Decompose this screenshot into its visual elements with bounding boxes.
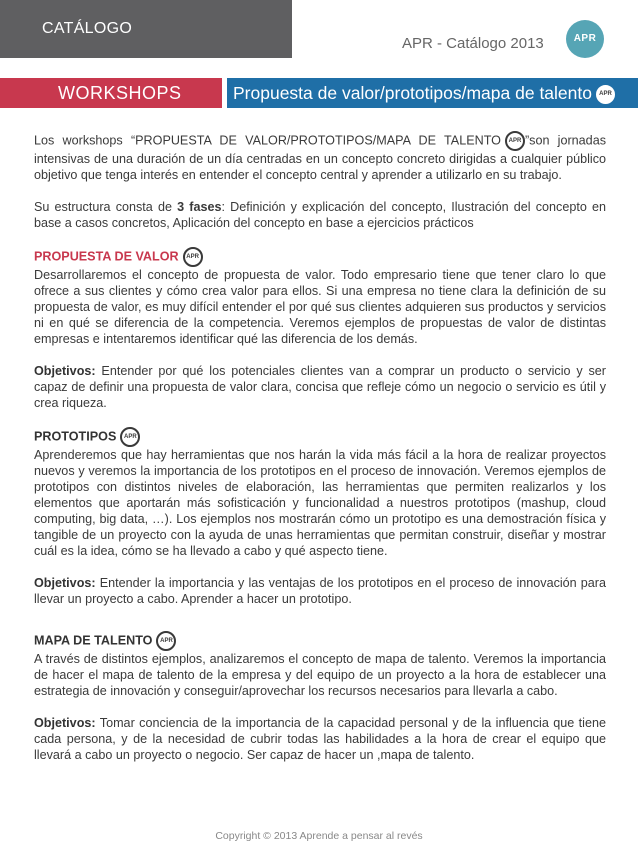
section-title-text: MAPA DE TALENTO — [34, 633, 153, 648]
structure-phases: 3 fases — [177, 200, 222, 214]
topic-title: Propuesta de valor/prototipos/mapa de talento — [233, 83, 592, 103]
section-text-prototipos: Aprenderemos que hay herramientas que nos harán la vida más fácil a la hora de realizar proyectos nuevos y veremos la importancia de los prototipos en el proceso de innovación. Veremos ejemplos de prototipos con distintos niveles de elaboración, las herramientas que permiten realizarlos y los elementos que aportarán más sofisticación y funcionalidad a nuestros prototipos (mashup, cloud computing, big data, …). Los ejemplos nos mostrarán cómo un prototipo es una demostración física y tangible de un proyecto con la ayuda de unas herramientas que permitan construir, diseñar y mostrar cuál es la idea, cómo se ha llevado a cabo y qué aspecto tiene. — [34, 448, 606, 558]
section-text-mapa: A través de distintos ejemplos, analizaremos el concepto de mapa de talento. Veremos la importancia de hacer el mapa de talento de la empresa y del equipo de un proyecto a la hora de establecer una estrategia de innovación y conseguir/aprovechar los recursos necesarios para llevarla a cabo. — [34, 652, 606, 698]
intro-text-end: ”son jornadas intensivas de una duración de un día centradas en un concepto concreto dirigidas a cualquier público objetivo que tenga interés en entender el concepto central y aprender a utilizarlo en su trabajo. — [34, 133, 606, 182]
workshops-label: WORKSHOPS — [58, 83, 182, 103]
section-title-prototipos — [34, 427, 606, 447]
apr-logo-icon: APR — [156, 631, 176, 651]
catalog-title: APR - Catálogo 2013 — [402, 35, 544, 52]
section-title-text: PROPUESTA DE VALOR — [34, 249, 179, 264]
catalog-header-band — [0, 0, 292, 58]
main-content — [34, 131, 606, 763]
objectives-mapa — [34, 715, 606, 763]
section-title-propuesta — [34, 247, 606, 267]
objectives-text: Entender la importancia y las ventajas de los prototipos en el proceso de innovación para llevar un proyecto a cabo. Aprender a hacer un prototipo. — [34, 576, 606, 606]
objectives-prototipos — [34, 575, 606, 607]
workshops-band — [0, 78, 222, 108]
footer-copyright: Copyright © 2013 Aprende a pensar al revés — [215, 830, 423, 842]
objectives-label: Objetivos: — [34, 364, 96, 378]
structure-text-end: : Definición y explicación del concepto, Ilustración del concepto en base a casos concretos, Aplicación del concepto en base a ejercicios prácticos — [34, 200, 607, 230]
objectives-text: Entender por qué los potenciales clientes van a comprar un producto o servicio y ser capaz de definir una propuesta de valor clara, concisa que refleje cómo un negocio o servicio es útil y crea riqueza. — [34, 364, 606, 410]
topic-title-row — [233, 83, 615, 104]
apr-logo: APR — [566, 20, 604, 58]
section-title-text: PROTOTIPOS — [34, 429, 117, 444]
apr-logo-icon: APR — [120, 427, 140, 447]
intro-text-start: Los workshops “PROPUESTA DE VALOR/PROTOTIPOS/MAPA DE TALENTO — [34, 133, 501, 148]
catalog-label: CATÁLOGO — [42, 20, 133, 37]
objectives-text: Tomar conciencia de la importancia de la capacidad personal y de la influencia que tiene cada persona, y de la necesidad de cubrir todas las habilidades a la hora de crear el equipo que llevará a cabo un proyecto o negocio. Ser capaz de hacer un ,mapa de talento. — [34, 716, 606, 762]
apr-logo-icon: APR — [505, 131, 525, 151]
structure-paragraph — [34, 199, 606, 231]
topic-band — [227, 78, 638, 108]
objectives-label: Objetivos: — [34, 576, 96, 590]
apr-logo-icon: APR — [596, 85, 615, 104]
intro-paragraph — [34, 131, 606, 183]
objectives-label: Objetivos: — [34, 716, 96, 730]
section-text-propuesta: Desarrollaremos el concepto de propuesta de valor. Todo empresario tiene que tener claro lo que ofrece a sus clientes y cómo crea valor para ellos. Si una empresa no tiene clara la definición de su propuesta de valor, es muy difícil entender el por qué sus clientes adquieren sus productos y servicios ni en qué se diferencia de la competencia. Veremos ejemplos de propuestas de valor de distintas empresas e intentaremos identificar qué las diferencia de los demás. — [34, 268, 606, 346]
objectives-propuesta — [34, 363, 606, 411]
apr-logo-icon: APR — [183, 247, 203, 267]
structure-text-start: Su estructura consta de — [34, 200, 178, 214]
section-title-mapa — [34, 631, 606, 651]
